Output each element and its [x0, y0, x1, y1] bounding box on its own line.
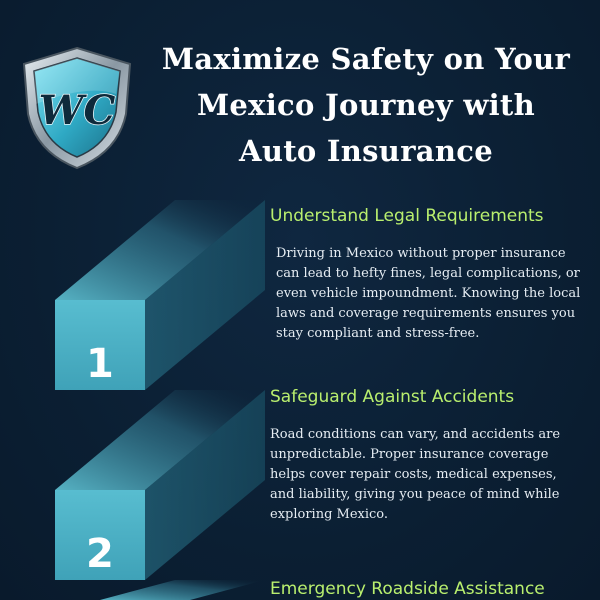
step-section-1	[270, 205, 586, 344]
page-title	[150, 36, 582, 174]
title-line-3: Auto Insurance	[239, 134, 493, 168]
logo-letters: WC	[38, 87, 116, 134]
step-number-1: 1	[86, 341, 114, 387]
step-block-3	[100, 580, 265, 600]
step-section-3	[270, 578, 586, 600]
step-blocks-graphic	[0, 180, 270, 600]
step-heading-3: Emergency Roadside Assistance	[270, 579, 545, 599]
step-body-2: Road conditions can vary, and accidents are unpredictable. Proper insurance coverage helps cover repair costs, medical expenses, and liability, giving you peace of mind while exploring Mexico.	[270, 427, 561, 522]
step-block-1	[55, 200, 265, 390]
title-line-1: Maximize Safety on Your	[161, 42, 571, 76]
step-number-2: 2	[86, 531, 114, 577]
step-block-2	[55, 390, 265, 580]
step-body-1: Driving in Mexico without proper insurance can lead to hefty fines, legal complications, or even vehicle impoundment. Knowing the local laws and coverage requirements ensures you stay compliant and stress-free.	[276, 246, 581, 341]
step-section-2	[270, 386, 586, 525]
step-heading-2: Safeguard Against Accidents	[270, 387, 515, 407]
title-line-2: Mexico Journey with	[196, 88, 536, 122]
step-heading-1: Understand Legal Requirements	[270, 206, 544, 226]
shield-logo-icon	[18, 44, 136, 172]
